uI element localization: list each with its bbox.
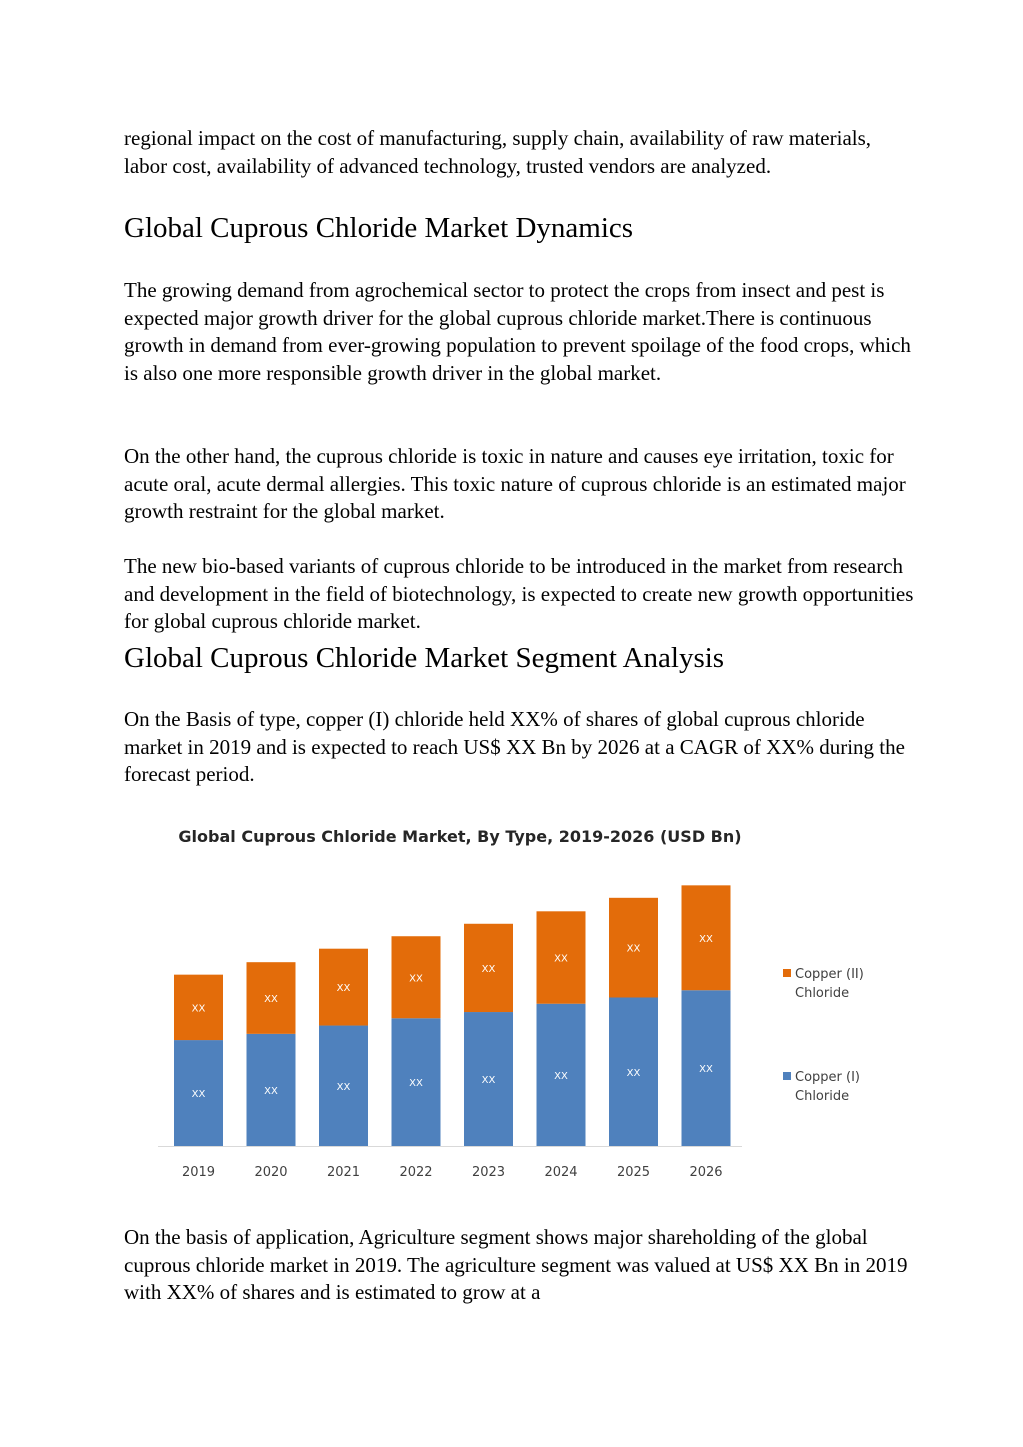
legend-label-copper-i: Copper (I) Chloride <box>795 1070 860 1104</box>
legend-swatch-copper-i <box>783 1072 791 1080</box>
data-label-copper-i-2019: XX <box>191 1089 206 1101</box>
x-tick-label-2020: 2020 <box>254 1165 288 1180</box>
data-label-copper-ii-2019: XX <box>191 1003 206 1015</box>
chart-title: Global Cuprous Chloride Market, By Type, 2019-2026 (USD Bn) <box>178 827 742 846</box>
x-tick-label-2019: 2019 <box>181 1165 216 1180</box>
x-tick-label-2026: 2026 <box>689 1165 723 1180</box>
data-label-copper-ii-2024: XX <box>554 953 568 965</box>
data-label-copper-ii-2023: XX <box>481 963 496 975</box>
intro-paragraph: regional impact on the cost of manufacturing, supply chain, availability of raw materials, labor cost, availability of advanced technology, trusted vendors are analyzed. <box>124 126 872 178</box>
x-tick-label-2024: 2024 <box>544 1165 578 1180</box>
data-label-copper-i-2022: XX <box>409 1078 423 1090</box>
data-label-copper-i-2024: XX <box>554 1070 568 1082</box>
x-tick-label-2021: 2021 <box>326 1165 361 1180</box>
dynamics-paragraph-opportunities: The new bio-based variants of cuprous chloride to be introduced in the market from research and development in the field of biotechnology, is expected to create new growth opportunities for global cuprous chloride market. <box>124 554 914 634</box>
segment-paragraph-application: On the basis of application, Agriculture segment shows major shareholding of the global cuprous chloride market in 2019. The agriculture segment was valued at US$ XX Bn in 2019 with XX% of shares and is estimated to grow at a <box>124 1225 908 1305</box>
dynamics-paragraph-restraints: On the other hand, the cuprous chloride is toxic in nature and causes eye irritation, toxic for acute oral, acute dermal allergies. This toxic nature of cuprous chloride is an estimated major growth restraint for the global market. <box>124 444 906 524</box>
legend-label-copper-ii: Copper (II) Chloride <box>795 967 864 1001</box>
x-tick-label-2023: 2023 <box>471 1165 506 1180</box>
segment-heading: Global Cuprous Chloride Market Segment Analysis <box>124 642 725 674</box>
data-label-copper-ii-2021: XX <box>336 983 351 995</box>
data-label-copper-ii-2025: XX <box>626 943 641 955</box>
x-tick-label-2022: 2022 <box>399 1165 433 1180</box>
dynamics-paragraph-drivers: The growing demand from agrochemical sector to protect the crops from insect and pest is expected major growth driver for the global cuprous chloride market.There is continuous growth in demand from ever-growing population to prevent spoilage of the food crops, which is also one more responsible growth driver in the global market. <box>124 278 911 385</box>
data-label-copper-i-2025: XX <box>626 1067 641 1079</box>
dynamics-heading: Global Cuprous Chloride Market Dynamics <box>124 212 634 244</box>
market-by-type-chart <box>150 820 890 1192</box>
legend-swatch-copper-ii <box>783 969 791 977</box>
data-label-copper-ii-2022: XX <box>409 973 423 985</box>
data-label-copper-i-2020: XX <box>264 1085 278 1097</box>
segment-paragraph-type: On the Basis of type, copper (I) chloride held XX% of shares of global cuprous chloride market in 2019 and is expected to reach US$ XX Bn by 2026 at a CAGR of XX% during the forecast period. <box>124 707 905 787</box>
data-label-copper-i-2026: XX <box>699 1064 713 1076</box>
data-label-copper-i-2023: XX <box>481 1075 496 1087</box>
data-label-copper-i-2021: XX <box>336 1081 351 1093</box>
chart-svg <box>150 820 890 1192</box>
x-tick-label-2025: 2025 <box>616 1165 651 1180</box>
data-label-copper-ii-2020: XX <box>264 994 278 1006</box>
data-label-copper-ii-2026: XX <box>699 933 713 945</box>
